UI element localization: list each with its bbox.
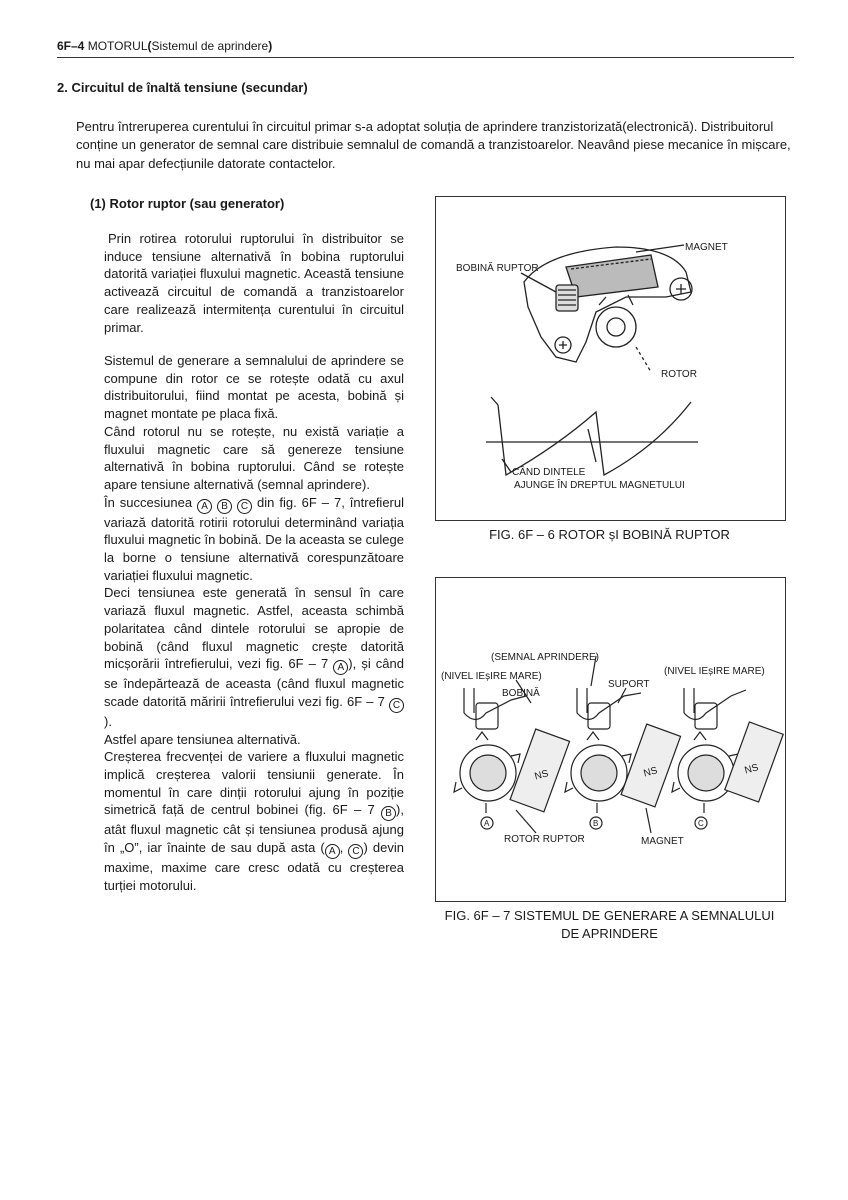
figure-6f-7	[435, 577, 786, 902]
label-ns-a: NS	[533, 768, 550, 783]
paragraph-3: Când rotorul nu se rotește, nu există variație a fluxului magnetic care să genereze tensiune alternativă în bobina ruptorului. Când se rotește apare tensiune alternativă (semnal aprindere).	[104, 423, 404, 492]
label-letter-b: B	[593, 819, 599, 828]
label-nivel-iesire-left: (NIVEL IEșIRE MARE)	[441, 671, 542, 682]
label-magnet: MAGNET	[641, 836, 684, 847]
rotor-bobina-diagram	[436, 197, 785, 520]
header-section: MOTORUL(Sistemul de aprindere)	[87, 39, 273, 53]
label-rotor-ruptor: ROTOR RUPTOR	[504, 834, 585, 845]
figure-6f-7-caption: FIG. 6F – 7 SISTEMUL DE GENERARE A SEMNALULUI DE APRINDERE	[444, 908, 775, 941]
section-title: 2. Circuitul de înaltă tensiune (secundar)	[57, 80, 308, 95]
label-ns-b: NS	[642, 765, 659, 780]
letter-a-marker: A	[333, 660, 348, 675]
generator-semnal-diagram	[436, 578, 785, 901]
paragraph-1: Prin rotirea rotorului ruptorului în distribuitor se induce tensiune alternativă în bobina ruptorului datorită variației fluxului magnetic. Această tensiune activează circuitul de comandă a tranzistoarelor care realizează intermitența curentului în circuitul primar.	[104, 231, 404, 335]
header-rule	[57, 57, 794, 58]
figure-6f-6	[435, 196, 786, 521]
letter-a-marker: A	[325, 844, 340, 859]
letter-c-marker: C	[237, 499, 252, 514]
label-bobina-ruptor: BOBINĂ RUPTOR	[456, 263, 539, 274]
letter-c-marker: C	[389, 698, 404, 713]
label-nivel-iesire-right: (NIVEL IEșIRE MARE)	[664, 666, 765, 677]
figure-6f-6-caption: FIG. 6F – 6 ROTOR șI BOBINĂ RUPTOR	[489, 527, 730, 542]
paragraph-group	[104, 352, 404, 895]
letter-b-marker: B	[217, 499, 232, 514]
label-letter-c: C	[698, 819, 704, 828]
paragraph-2: Sistemul de generare a semnalului de aprindere se compune din rotor ce se rotește odată cu axul distribuitorului, fiind montat pe acesta, bobină și magnet montate pe placa fixă.	[104, 353, 404, 422]
label-letter-a: A	[484, 819, 490, 828]
letter-a-marker: A	[197, 499, 212, 514]
label-rotor: ROTOR	[661, 369, 697, 380]
paragraph-4: În succesiunea A B C din fig. 6F – 7, întrefierul variază datorită rotirii rotorului determinând variația fluxului magnetic în bobină. De la aceasta se culege la borne o tensiune alternativă corespunzătoare variației fluxului magnetic.	[104, 494, 405, 583]
label-ajunge-magnet: AJUNGE ÎN DREPTUL MAGNETULUI	[514, 480, 685, 491]
label-suport: SUPORT	[608, 679, 650, 690]
label-cand-dintele: CÂND DINTELE	[512, 467, 586, 478]
letter-b-marker: B	[381, 806, 396, 821]
paragraph-7: Creșterea frecvenței de variere a fluxului magnetic implică creșterea valorii tensiunii generate. În momentul în care dinții rotorului ajung în poziție simetrică față de centrul bobinei (fig. 6F – 7 B ), atât fluxul magnetic cât și tensiunea produsă ajung în „O”, iar înainte de sau după asta ( A , C ) devin maxime, maxime care cresc odată cu creșterea turției motorului.	[104, 749, 404, 893]
page-header	[57, 39, 272, 53]
label-bobina: BOBINĂ	[502, 688, 540, 699]
letter-c-marker: C	[348, 844, 363, 859]
label-magnet: MAGNET	[685, 242, 728, 253]
page-number: 6F–4	[57, 39, 85, 53]
subsection-title: (1) Rotor ruptor (sau generator)	[90, 196, 285, 211]
paragraph-6: Astfel apare tensiunea alternativă.	[104, 731, 301, 747]
paragraph-5: Deci tensiunea este generată în sensul în care variază fluxul magnetic. Astfel, aceasta schimbă polaritatea când dintele rotorului se apropie de bobină (când fluxul magnetic crește datorită micșorării întrefierului, vezi fig. 6F – 7 A ), și când se îndepărtează de aceasta (când fluxul magnetic scade datorită măririi întrefierului vezi fig. 6F – 7 C).	[104, 585, 404, 729]
label-semnal-aprindere: (SEMNAL APRINDERE)	[491, 652, 599, 663]
section-intro: Pentru întreruperea curentului în circuitul primar s-a adoptat soluția de aprindere tranzistorizată(electronică). Distribuitorul conține un generator de semnal care distribuie semnalul de comandă a tranzistoarelor. Neavând piese mecanice în mișcare, nu mai apar defecțiunile datorate contactelor.	[76, 119, 791, 171]
label-ns-c: NS	[743, 762, 760, 777]
